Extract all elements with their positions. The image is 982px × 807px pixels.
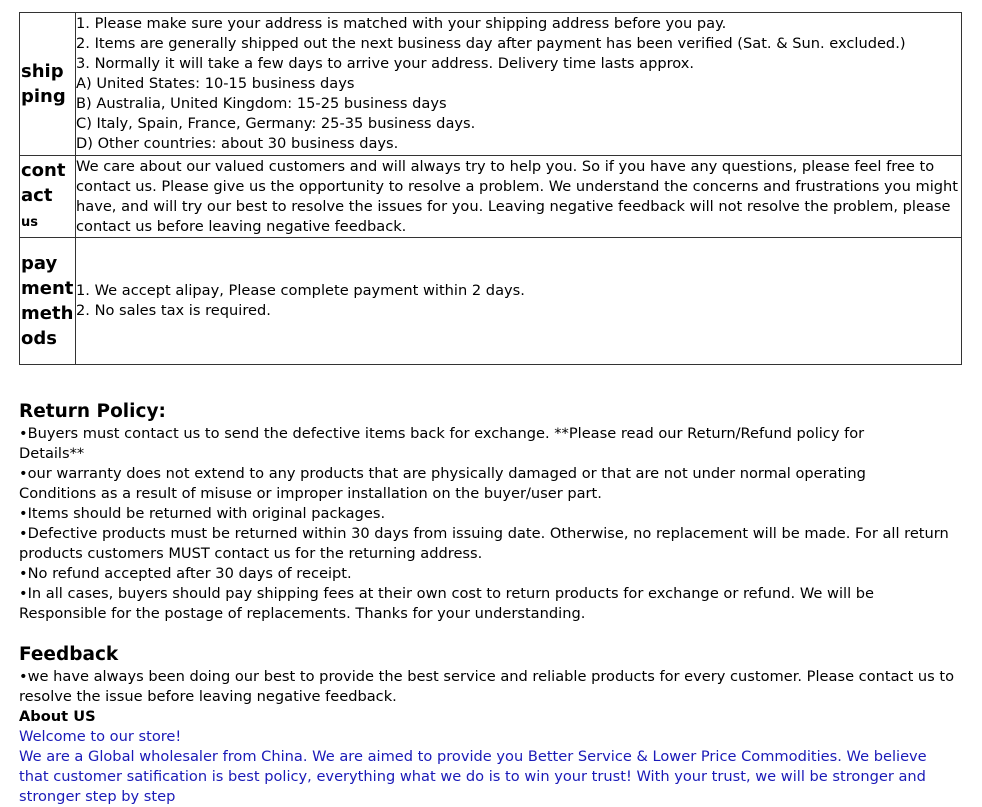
return-policy-item: •No refund accepted after 30 days of receipt. <box>19 565 352 582</box>
about-heading: About US <box>19 708 96 725</box>
about-text: We are a Global wholesaler from China. We are aimed to provide you Better Service & Lower Price Commodities. We believe that customer satification is best policy, everything what we do is to win your trust! With your trust, we will be stronger and stronger step by step <box>19 748 927 805</box>
payment-line: 2. No sales tax is required. <box>76 302 271 319</box>
return-policy-item: •Buyers must contact us to send the defective items back for exchange. **Please read our Return/Refund policy for Details** <box>19 425 865 462</box>
contact-label <box>20 156 76 238</box>
shipping-line: 2. Items are generally shipped out the next business day after payment has been verified (Sat. & Sun. excluded.) <box>76 35 906 52</box>
shipping-label: shipping <box>20 13 76 156</box>
return-policy-item: •Items should be returned with original packages. <box>19 505 386 522</box>
shipping-row <box>20 13 962 156</box>
contact-text: We care about our valued customers and will always try to help you. So if you have any questions, please feel free to contact us. Please give us the opportunity to resolve a problem. We understand the concerns and frustrations you might have, and will try our best to resolve the issues for you. Leaving negative feedback will not resolve the problem, please contact us before leaving negative feedback. <box>76 157 959 235</box>
feedback-heading: Feedback <box>19 644 119 665</box>
return-policy-section <box>19 400 969 624</box>
return-policy-item: •Defective products must be returned within 30 days from issuing date. Otherwise, no replacement will be made. For all return products customers MUST contact us for the returning address. <box>19 525 949 562</box>
shipping-line: 1. Please make sure your address is matched with your shipping address before you pay. <box>76 15 727 32</box>
contact-label-tail: us <box>21 215 38 230</box>
feedback-section <box>19 643 969 807</box>
return-policy-item: •In all cases, buyers should pay shipping fees at their own cost to return products for exchange or refund. We will be Responsible for the postage of replacements. Thanks for your understanding. <box>19 585 875 622</box>
contact-content <box>76 156 962 238</box>
contact-label-main: contact <box>21 160 66 206</box>
about-welcome: Welcome to our store! <box>19 728 182 745</box>
store-info-table <box>19 12 962 365</box>
shipping-line: A) United States: 10-15 business days <box>76 75 355 92</box>
shipping-line: B) Australia, United Kingdom: 15-25 business days <box>76 95 447 112</box>
return-policy-item: •our warranty does not extend to any products that are physically damaged or that are not under normal operating Conditions as a result of misuse or improper installation on the buyer/user part. <box>19 465 866 502</box>
shipping-line: C) Italy, Spain, France, Germany: 25-35 business days. <box>76 115 476 132</box>
payment-content <box>76 238 962 365</box>
contact-row <box>20 156 962 238</box>
shipping-content <box>76 13 962 156</box>
return-policy-heading: Return Policy: <box>19 401 166 422</box>
payment-line: 1. We accept alipay, Please complete payment within 2 days. <box>76 282 525 299</box>
payment-label: payment methods <box>20 238 76 365</box>
shipping-line: D) Other countries: about 30 business days. <box>76 135 399 152</box>
shipping-line: 3. Normally it will take a few days to arrive your address. Delivery time lasts approx. <box>76 55 695 72</box>
feedback-text: •we have always been doing our best to provide the best service and reliable products for every customer. Please contact us to resolve the issue before leaving negative feedback. <box>19 668 955 705</box>
payment-row <box>20 238 962 365</box>
